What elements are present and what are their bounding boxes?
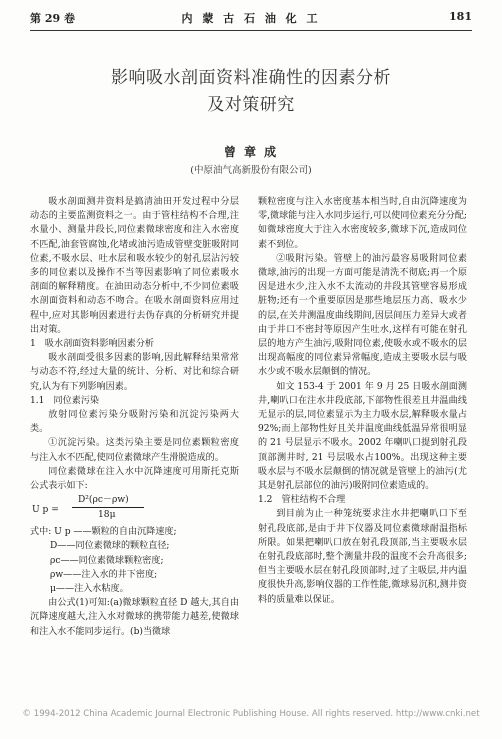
header-rule [30, 30, 472, 31]
formula-where: 式中: U p ——颗粒的自由沉降速度; [30, 527, 177, 538]
paragraph: 到目前为止一种笼统要求注水井把喇叭口下至射孔段底部,是由于井下仪器及同位素微球耐温指标所限。如果把喇叭口放在射孔段顶部,当主要吸水层在射孔段底部时,整个测量井段的温度不会升高很多;但当主要吸水层在射孔段顶部时,过了主吸层,井内温度很快升高,影响仪器的工作性能,微球易沉积,测井资料的质量难以保证。 [258, 509, 467, 605]
author-affiliation: (中原油气高新股份有限公司) [190, 165, 312, 176]
formula-lhs: U p = [32, 505, 59, 516]
page-number: 181 [449, 10, 472, 23]
running-header [30, 10, 472, 32]
right-column [258, 195, 467, 607]
formula-denominator: 18μ [98, 510, 116, 521]
subsection-heading: 1.2 管柱结构不合理 [258, 495, 346, 506]
paragraph: 如文 153-4 于 2001 年 9 月 25 日吸水剖面测井,喇叭口在注水井段底部,下部物性很差且井温曲线无显示的层,同位素显示为主力吸水层,解释吸水量占 92%;而上部物性好且关井温度曲线低温异常很明显的 21 号层显示不吸水。2002 年喇叭口提到射孔段顶部测井时, 21 号层吸水占100%。出现这种主要吸水层与不吸水层颠倒的情况就是管壁上的油污(尤其是射孔层部位的油污)吸附同位素造成的。 [258, 381, 467, 492]
paper-title-line2: 及对策研究 [207, 95, 295, 115]
formula-variable: ρw——注入水的井下密度; [50, 569, 158, 580]
subsection-heading: 1.1 同位素污染 [30, 395, 100, 406]
paragraph: 颗粒密度与注入水密度基本相当时,自由沉降速度为零,微球能与注入水同步运行,可以使同位素充分分配;如微球密度大于注入水密度较多,微球下沉,造成同位素不到位。 [258, 197, 467, 250]
left-column [30, 195, 239, 639]
paragraph: 吸水剖面测井资料是搞清油田开发过程中分层动态的主要监测资料之一。由于管柱结构不合理,注水量小、测量井段长,同位素微球密度和注入水密度不匹配,油套管腐蚀,化堵或油污造成管壁变脏吸附同位素,不吸水层、吐水层和吸水较少的射孔层沾污较多的同位素以及操作不当等因素影响了同位素吸水剖面的解释精度。在油田动态分析中,不少同位素吸水剖面资料和动态不吻合。在吸水剖面资料应用过程中,应对其影响因素进行去伪存真的分析研究并提出对策。 [30, 197, 239, 335]
copyright-watermark: © 1994-2012 China Academic Journal Electronic Publishing House. All rights reserved. http://www.cnki.net [22, 709, 480, 719]
formula-variable: D——同位素微球的颗粒直径; [50, 541, 170, 552]
section-heading: 1 吸水剖面资料影响因素分析 [30, 339, 155, 350]
paragraph: 放射同位素污染分吸附污染和沉淀污染两大类。 [30, 410, 239, 435]
stokes-formula [30, 493, 239, 525]
formula-numerator: D²(ρc－ρw) [78, 495, 129, 506]
paragraph: 吸水剖面受很多因素的影响,因此解释结果常常与动态不符,经过大量的统计、分析、对比和综合研究,认为有下列影响因素。 [30, 353, 239, 392]
journal-name: 内 蒙 古 石 油 化 工 [181, 12, 321, 25]
paragraph: ②吸附污染。管壁上的油污最容易吸附同位素微球,油污的出现一方面可能是清洗不彻底;再一个原因是进水少,注入水不太流动的井段其管壁容易形成脏物;还有一个重要原因是那些地层压力高、吸水少的层,在关井测温度曲线期间,因层间压力差异大或者由于井口不密封等原因产生吐水,这样有可能在射孔层的地方产生油污,吸附同位素,使吸水或不吸水的层出现高幅度的同位素异常幅度,造成主要吸水层与吸水少或不吸水层颠倒的情况。 [258, 253, 467, 378]
volume-label: 第 29 卷 [30, 12, 75, 25]
formula-variable: ρc——同位素微球颗粒密度; [50, 555, 164, 566]
formula-variable: μ——注入水粘度。 [50, 584, 129, 595]
paper-title-line1: 影响吸水剖面资料准确性的因素分析 [111, 68, 391, 88]
paragraph: 由公式(1)可知:(a)微球颗粒直径 D 越大,其自由沉降速度越大,注入水对微球的携带能力越差,使微球和注入水不能同步运行。(b)当微球 [30, 598, 239, 637]
author-name: 曾 章 成 [223, 145, 279, 159]
paragraph: ①沉淀污染。这类污染主要是同位素颗粒密度与注入水不匹配,使同位素微球产生滑脱造成的。 [30, 438, 239, 463]
paragraph: 同位素微球在注入水中沉降速度可用斯托克斯公式表示如下: [30, 466, 239, 492]
